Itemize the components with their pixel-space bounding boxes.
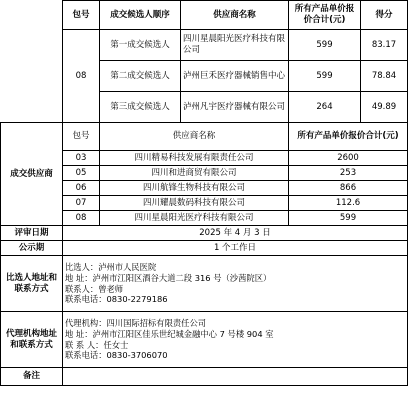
winner-price: 2600 xyxy=(289,151,408,166)
winner-supplier: 四川和进商贸有限公司 xyxy=(100,166,289,181)
agent-phone: 联系电话：0830-3706070 xyxy=(65,350,168,361)
winner-package: 07 xyxy=(63,196,100,211)
candidate-package: 08 xyxy=(63,30,100,123)
notice-period-value: 1 个工作日 xyxy=(63,241,408,256)
winner-package: 03 xyxy=(63,151,100,166)
candidate-row xyxy=(1,30,408,61)
agent-info xyxy=(63,312,408,368)
winner-price: 866 xyxy=(289,181,408,196)
candidate-score: 83.17 xyxy=(361,30,408,61)
winner-row xyxy=(1,166,408,181)
agent-label: 代理机构地址 和联系方式 xyxy=(1,312,63,368)
package-header: 包号 xyxy=(63,1,100,30)
review-date-row xyxy=(1,226,408,241)
winner-supplier: 四川耀晨数码科技有限公司 xyxy=(100,196,289,211)
buyer-label: 比选人地址和 联系方式 xyxy=(1,256,63,312)
remarks-row xyxy=(1,368,408,386)
winner-row xyxy=(1,211,408,226)
agent-name: 代理机构：四川国际招标有限责任公司 xyxy=(65,318,207,329)
agent-contact: 联 系 人：任女士 xyxy=(65,339,129,350)
candidate-order: 第二成交候选人 xyxy=(100,61,181,92)
buyer-contact: 联系人：曾老师 xyxy=(65,283,124,294)
winner-package: 08 xyxy=(63,211,100,226)
winner-package-header: 包号 xyxy=(63,123,100,151)
candidate-price: 599 xyxy=(289,61,361,92)
candidate-score: 78.84 xyxy=(361,61,408,92)
winner-row xyxy=(1,181,408,196)
candidate-supplier: 泸州巨禾医疗器械销售中心 xyxy=(181,61,289,92)
buyer-row xyxy=(1,256,408,312)
winner-price: 112.6 xyxy=(289,196,408,211)
candidate-header-row xyxy=(1,1,408,30)
winner-package: 05 xyxy=(63,166,100,181)
winner-supplier: 四川航锋生物科技有限公司 xyxy=(100,181,289,196)
candidate-supplier: 四川星晨阳光医疗科技有限公司 xyxy=(181,30,289,61)
buyer-phone: 联系电话：0830-2279186 xyxy=(65,294,168,305)
review-date-label: 评审日期 xyxy=(1,226,63,241)
winner-price: 599 xyxy=(289,211,408,226)
candidate-price: 599 xyxy=(289,30,361,61)
candidate-price: 264 xyxy=(289,92,361,123)
winner-package: 06 xyxy=(63,181,100,196)
candidate-order: 第三成交候选人 xyxy=(100,92,181,123)
remarks-value xyxy=(63,368,408,386)
review-date-value: 2025 年 4 月 3 日 xyxy=(63,226,408,241)
winner-header-row xyxy=(1,123,408,151)
buyer-name: 比选人：泸州市人民医院 xyxy=(65,262,157,273)
buyer-address: 地 址：泸州市江阳区酒谷大道二段 316 号（沙茜院区） xyxy=(65,272,272,283)
winners-label: 成交供应商 xyxy=(1,123,63,226)
winner-supplier: 四川精易科技发展有限责任公司 xyxy=(100,151,289,166)
agent-row xyxy=(1,312,408,368)
winner-price: 253 xyxy=(289,166,408,181)
winner-price-header: 所有产品单价报价合计(元) xyxy=(289,123,408,151)
notice-period-row xyxy=(1,241,408,256)
winner-supplier: 四川星晨阳光医疗科技有限公司 xyxy=(100,211,289,226)
winner-supplier-header: 供应商名称 xyxy=(100,123,289,151)
buyer-info xyxy=(63,256,408,312)
order-header: 成交候选人顺序 xyxy=(100,1,181,30)
candidate-supplier: 泸州凡宇医疗器械有限公司 xyxy=(181,92,289,123)
candidate-score: 49.89 xyxy=(361,92,408,123)
winner-row xyxy=(1,151,408,166)
score-header: 得分 xyxy=(361,1,408,30)
notice-period-label: 公示期 xyxy=(1,241,63,256)
supplier-header: 供应商名称 xyxy=(181,1,289,30)
winner-row xyxy=(1,196,408,211)
price-header: 所有产品单价报价合计(元) xyxy=(289,1,361,30)
remarks-label: 备注 xyxy=(1,368,63,386)
candidate-order: 第一成交候选人 xyxy=(100,30,181,61)
agent-address: 地 址：泸州市江阳区佳乐世纪城金融中心 7 号楼 904 室 xyxy=(65,328,274,339)
